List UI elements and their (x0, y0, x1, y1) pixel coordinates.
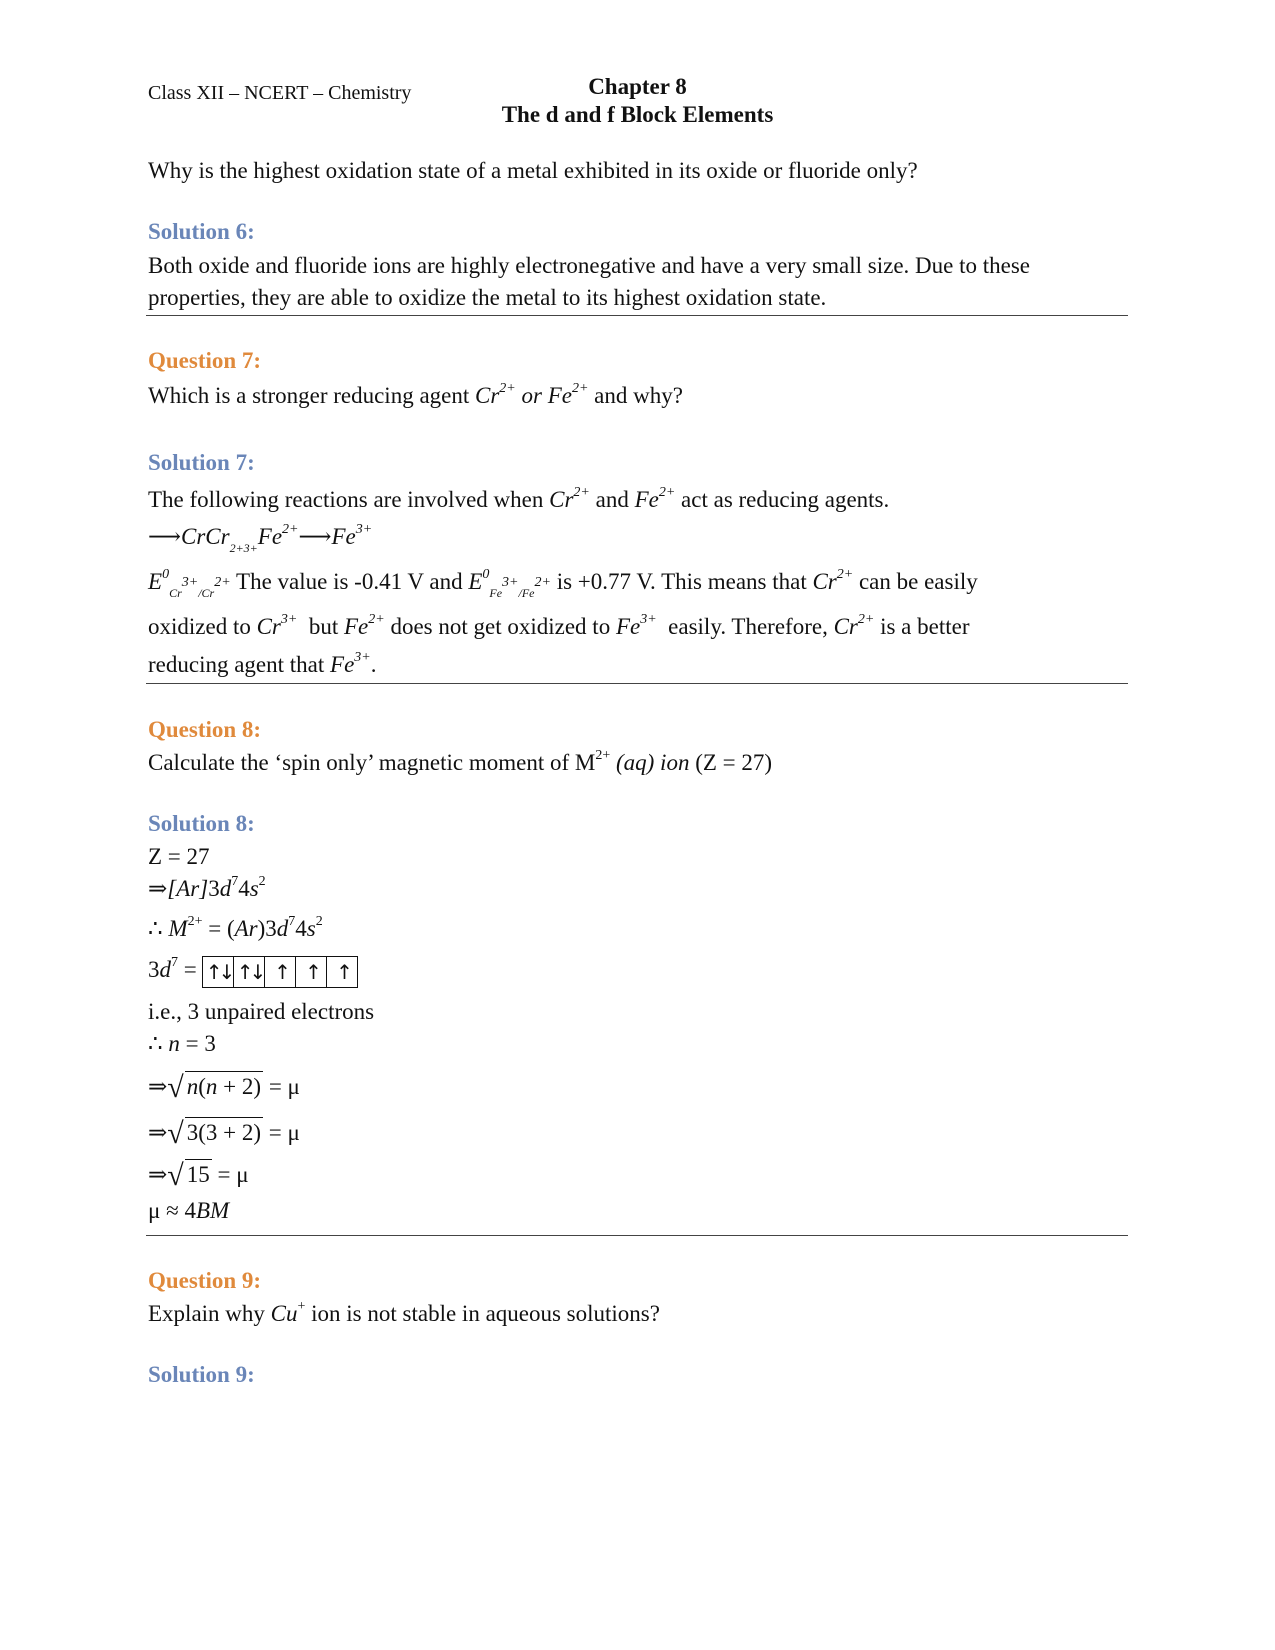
solution-7-heading: Solution 7: (148, 450, 255, 475)
orbital-box: ↑ (296, 957, 327, 987)
solution-7-is-text: is +0.77 V. This means that (556, 569, 807, 594)
n-equals: ∴ n = 3 (148, 1031, 216, 1056)
solution-7-line-1: The following reactions are involved when $Cr^{2+}$ and $Fe^{2+}$ act as reducing agents. (148, 485, 890, 512)
question-7-or: or (521, 383, 542, 408)
header-class-label: Class XII – NCERT – Chemistry (148, 82, 412, 104)
solution-9-heading: Solution 9: (148, 1362, 255, 1387)
solution-7-line-2: $E^0_{Cr^{3+}/Cr^{2+}}$ The value is -0.41 V and $E^0_{Fe^{3+}/Fe^{2+}}$ is +0.77 V. This means that $Cr^{2+}$ can be easily (148, 567, 978, 600)
question-7-tail: and why? (594, 383, 683, 408)
solution-7-value-text: The value is -0.41 V and (236, 569, 463, 594)
solution-7-not-oxidized: does not get oxidized to (390, 614, 611, 639)
divider (146, 683, 1128, 684)
solution-7-oxidized-to: oxidized to (148, 614, 251, 639)
solution-6-line-2: properties, they are able to oxidize the metal to its highest oxidation state. (148, 285, 827, 310)
question-8-aq-ion: (aq) ion (615, 750, 690, 775)
chapter-title: Chapter 8 (588, 74, 687, 99)
question-9-text-b: ion is not stable in aqueous solutions? (311, 1301, 660, 1326)
orbital-box: ↑↓ (234, 957, 265, 987)
unpaired-electrons: i.e., 3 unpaired electrons (148, 999, 375, 1024)
solution-6-line-1: Both oxide and fluoride ions are highly electronegative and have a very small size. Due to these (148, 253, 1031, 278)
solution-7-line-4: reducing agent that $Fe^{3+}$. (148, 650, 377, 677)
solution-7-and: and (595, 487, 629, 512)
formula-step-2: ⇒√ 3(3 + 2) = μ (148, 1117, 300, 1150)
solution-7-line-1-tail: act as reducing agents. (681, 487, 890, 512)
solution-7-easily: can be easily (858, 569, 978, 594)
question-7-heading: Question 7: (148, 348, 262, 373)
solution-6-heading: Solution 6: (148, 219, 255, 244)
solution-8-heading: Solution 8: (148, 811, 255, 836)
question-8-heading: Question 8: (148, 717, 262, 742)
formula-result: μ ≈ 4BM (148, 1198, 230, 1223)
question-9-heading: Question 9: (148, 1268, 262, 1293)
formula-step-3: ⇒√ 15 = μ (148, 1159, 249, 1192)
formula-step-1: ⇒√ n(n + 2) = μ (148, 1071, 300, 1104)
orbital-box: ↑↓ (203, 957, 234, 987)
solution-7-reducing-that: reducing agent that (148, 652, 325, 677)
question-6-text: Why is the highest oxidation state of a metal exhibited in its oxide or fluoride only? (148, 158, 918, 183)
question-7-text-lead: Which is a stronger reducing agent (148, 383, 470, 408)
solution-8-z: Z = 27 (148, 844, 210, 869)
electron-config: $\Rightarrow[Ar]3d^74s^2$ (148, 874, 266, 901)
orbital-boxes (202, 956, 358, 988)
question-7-text: Which is a stronger reducing agent $Cr^{2+}$ or $Fe^{2+}$ and why? (148, 381, 683, 408)
solution-7-line-3: oxidized to $Cr^{3+}$ but $Fe^{2+}$ does not get oxidized to $Fe^{3+}$ easily. Therefore, $Cr^{2+}$ is a better (148, 612, 970, 639)
solution-7-therefore: easily. Therefore, (668, 614, 828, 639)
reaction-equation: $⟶CrCr_{2+3+}Fe^{2+}⟶Fe^{3+}$ (148, 522, 373, 555)
question-8-text: Calculate the ‘spin only’ magnetic moment of $M^{2+}$ (aq) ion (Z = 27) (148, 748, 773, 775)
question-9-text: Explain why Cu+ ion is not stable in aqueous solutions? (148, 1299, 660, 1326)
ion-config: ∴ $M^{2+} = (Ar)3d^74s^2$ (148, 914, 323, 941)
divider (146, 1235, 1128, 1236)
solution-7-better: is a better (880, 614, 970, 639)
question-8-z: (Z = 27) (695, 750, 773, 775)
question-8-text-lead: Calculate the ‘spin only’ magnetic moment of M (148, 750, 596, 775)
chapter-subtitle: The d and f Block Elements (501, 102, 774, 127)
solution-7-line-1-lead: The following reactions are involved when (148, 487, 544, 512)
solution-7-but: but (308, 614, 339, 639)
question-9-text-a: Explain why (148, 1301, 265, 1326)
divider (146, 315, 1128, 316)
orbital-box: ↑ (336, 959, 349, 984)
orbital-box: ↑ (265, 957, 296, 987)
orbital-diagram-row: $3d^7$ = ↑↓ ↑↓ ↑ ↑ ↑ (148, 955, 358, 989)
